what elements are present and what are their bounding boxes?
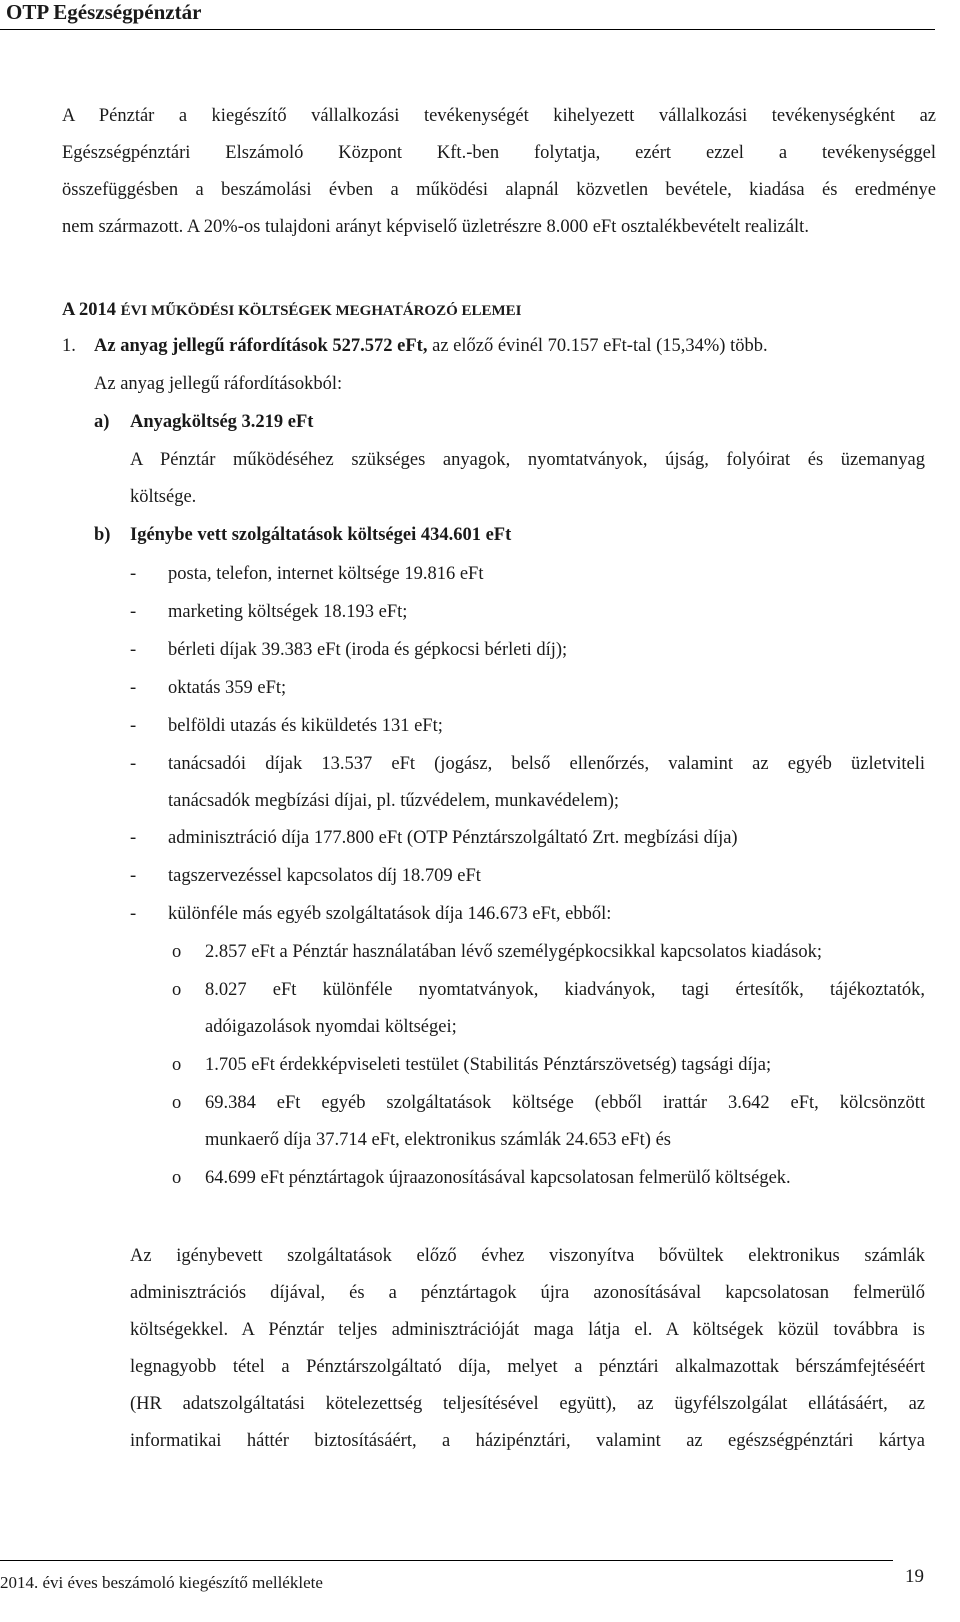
list-item: oktatás 359 eFt; (168, 678, 287, 698)
closing-line: adminisztrációs díjával, és a pénztártagok újra azonosításával kapcsolatosan felmerülő (130, 1283, 925, 1303)
item1-subtitle: Az anyag jellegű ráfordításokból: (94, 374, 343, 394)
closing-paragraph (130, 1238, 925, 1460)
intro-line: Egészségpénztári Elszámoló Központ Kft.-ben folytatja, ezért ezzel a tevékenységgel (62, 143, 936, 163)
dash-marker: - (130, 602, 137, 622)
sub-list-item-continuation: adóigazolások nyomdai költségei; (205, 1017, 457, 1037)
a-description: A Pénztár működéséhez szükséges anyagok, nyomtatványok, újság, folyóirat és üzemanyag (130, 450, 925, 470)
dash-marker: - (130, 754, 137, 774)
bullet-marker: o (172, 980, 182, 1000)
section-heading: A 2014 ÉVI MŰKÖDÉSI KÖLTSÉGEK MEGHATÁROZÓ ELEMEI (62, 300, 522, 320)
dash-marker: - (130, 716, 137, 736)
list-item-continuation: tanácsadók megbízási díjai, pl. tűzvédelem, munkavédelem); (168, 791, 620, 811)
bullet-marker: o (172, 1055, 182, 1075)
bullet-marker: o (172, 1168, 182, 1188)
bullet-marker: o (172, 942, 182, 962)
list-item: különféle más egyéb szolgáltatások díja 146.673 eFt, ebből: (168, 904, 612, 924)
closing-line: legnagyobb tétel a Pénztárszolgáltató díja, melyet a pénztári alkalmazottak bérszámfejtéséért (130, 1357, 925, 1377)
dash-marker: - (130, 828, 137, 848)
sub-list-item: 69.384 eFt egyéb szolgáltatások költsége (ebből irattár 3.642 eFt, kölcsönzött (205, 1093, 925, 1113)
document-header: OTP Egészségpénztár (6, 0, 202, 24)
dash-marker: - (130, 564, 137, 584)
closing-line: Az igénybevett szolgáltatások előző évhez viszonyítva bővültek elektronikus számlák (130, 1246, 925, 1266)
closing-line: informatikai háttér biztosításáért, a házipénztári, valamint az egészségpénztári kártya (130, 1431, 925, 1451)
intro-paragraph (62, 98, 936, 246)
intro-line: nem származott. A 20%-os tulajdoni arányt képviselő üzletrészre 8.000 eFt osztalékbevételt realizált. (62, 217, 809, 237)
a-label: a) (94, 412, 110, 432)
sub-list-item: 64.699 eFt pénztártagok újraazonosításával kapcsolatosan felmerülő költségek. (205, 1168, 791, 1188)
list-item: tanácsadói díjak 13.537 eFt (jogász, belső ellenőrzés, valamint az egyéb üzletviteli (168, 754, 925, 774)
list-item: posta, telefon, internet költsége 19.816 eFt (168, 564, 484, 584)
list-item: belföldi utazás és kiküldetés 131 eFt; (168, 716, 443, 736)
intro-line: A Pénztár a kiegészítő vállalkozási tevékenységét kihelyezett vállalkozási tevékenységként az (62, 106, 936, 126)
dash-marker: - (130, 640, 137, 660)
dash-marker: - (130, 678, 137, 698)
list-item: marketing költségek 18.193 eFt; (168, 602, 408, 622)
sub-list-item: 2.857 eFt a Pénztár használatában lévő személygépkocsikkal kapcsolatos kiadások; (205, 942, 822, 962)
a-description: költsége. (130, 487, 197, 507)
b-label: b) (94, 525, 111, 545)
sub-list-item-continuation: munkaerő díja 37.714 eFt, elektronikus számlák 24.653 eFt) és (205, 1130, 672, 1150)
dash-marker: - (130, 904, 137, 924)
item1-number: 1. (62, 336, 76, 356)
sub-list-item: 1.705 eFt érdekképviseleti testület (Stabilitás Pénztárszövetség) tagsági díja; (205, 1055, 772, 1075)
closing-line: (HR adatszolgáltatási kötelezettség teljesítésével együtt), az ügyfélszolgálat ellátásáért, az (130, 1394, 925, 1414)
bullet-marker: o (172, 1093, 182, 1113)
b-title: Igénybe vett szolgáltatások költségei 434.601 eFt (130, 525, 512, 545)
list-item: bérleti díjak 39.383 eFt (iroda és gépkocsi bérleti díj); (168, 640, 568, 660)
dash-marker: - (130, 866, 137, 886)
page-number: 19 (905, 1566, 924, 1587)
header-rule (0, 29, 935, 30)
sub-list-item: 8.027 eFt különféle nyomtatványok, kiadványok, tagi értesítők, tájékoztatók, (205, 980, 925, 1000)
footer-rule (0, 1560, 893, 1561)
intro-line: összefüggésben a beszámolási évben a működési alapnál közvetlen bevétele, kiadása és eredménye (62, 180, 936, 200)
closing-line: költségekkel. A Pénztár teljes adminisztrációját maga látja el. A költségek közül továbbra is (130, 1320, 925, 1340)
a-title: Anyagköltség 3.219 eFt (130, 412, 314, 432)
footer-text: 2014. évi éves beszámoló kiegészítő melléklete (0, 1573, 323, 1592)
list-item: adminisztráció díja 177.800 eFt (OTP Pénztárszolgáltató Zrt. megbízási díja) (168, 828, 738, 848)
list-item: tagszervezéssel kapcsolatos díj 18.709 eFt (168, 866, 481, 886)
item1-line: Az anyag jellegű ráfordítások 527.572 eFt, az előző évinél 70.157 eFt-tal (15,34%) több. (94, 336, 768, 356)
